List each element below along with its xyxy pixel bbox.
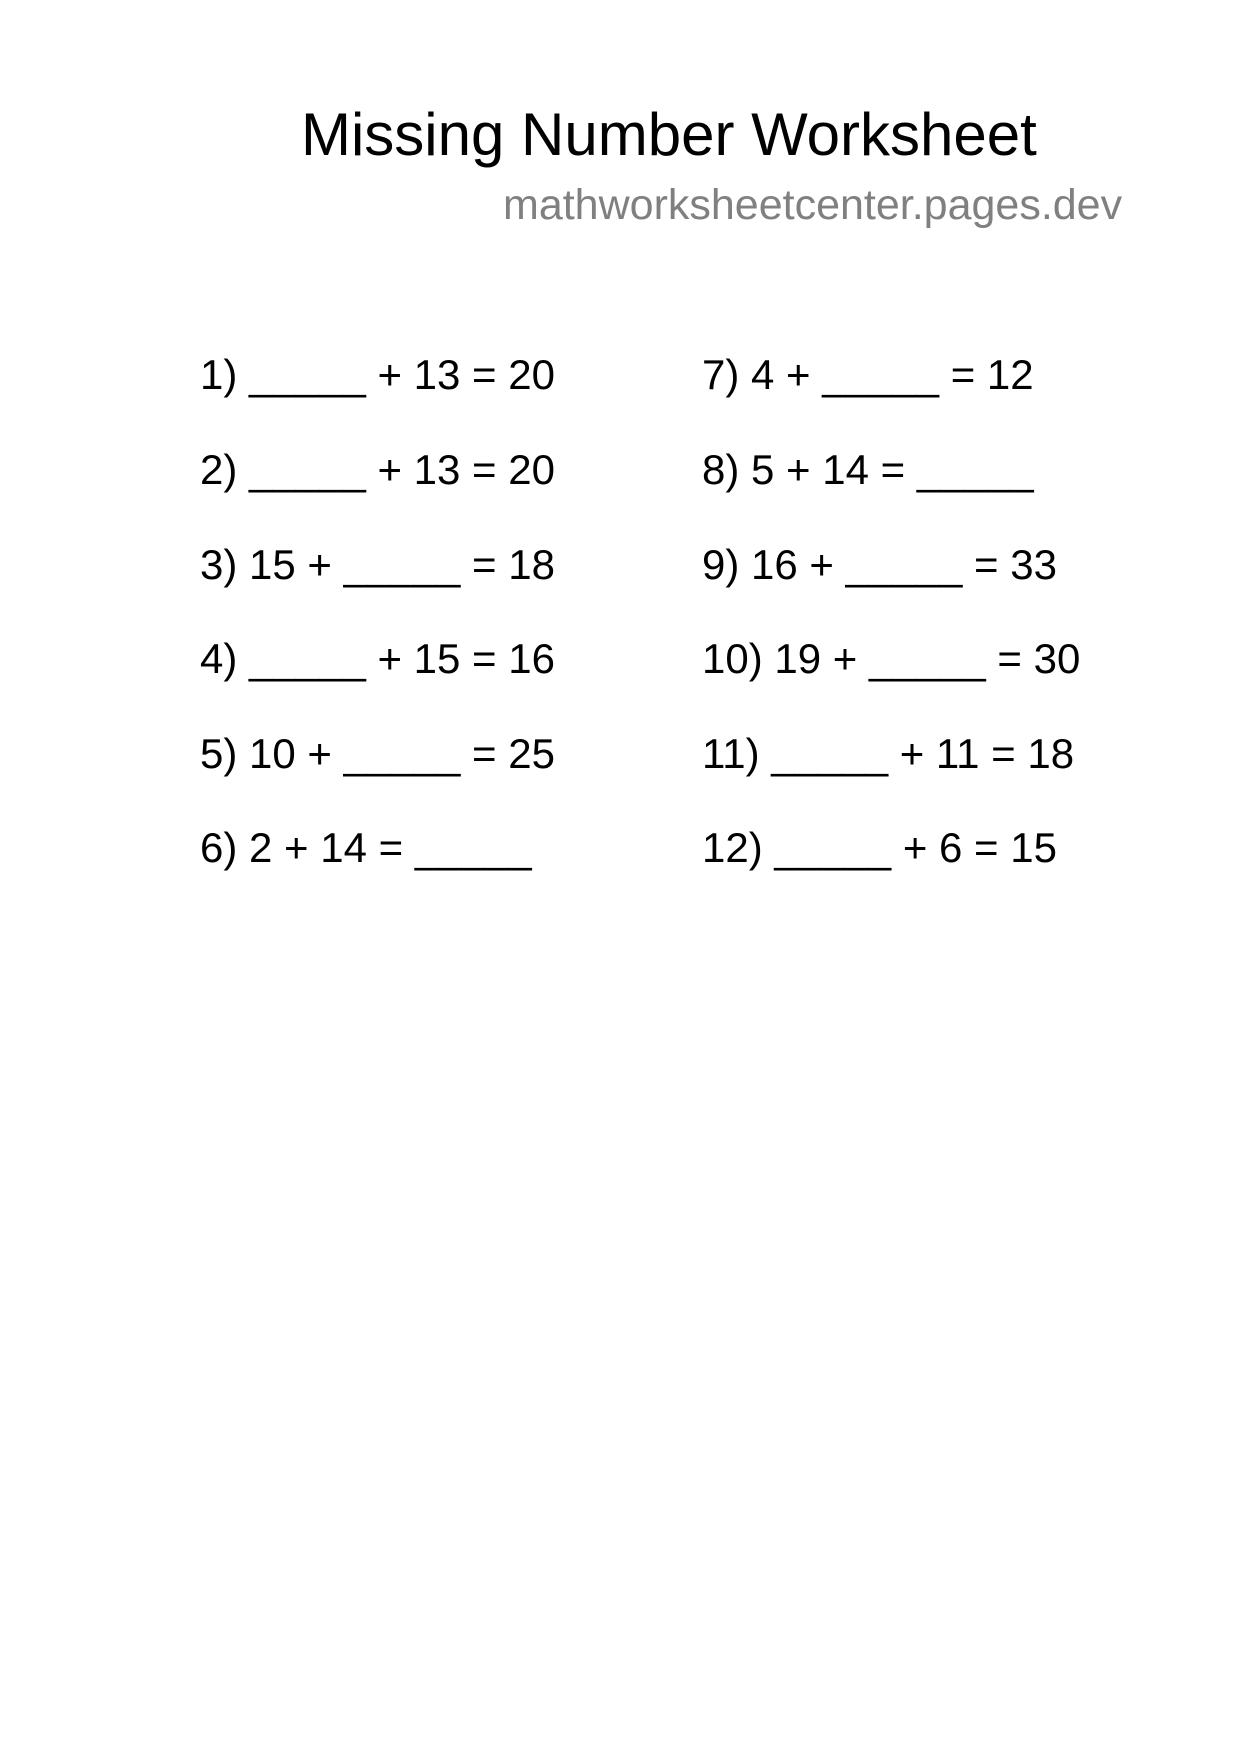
site-url: mathworksheetcenter.pages.dev <box>503 181 1123 229</box>
page-title: Missing Number Worksheet <box>301 101 1037 168</box>
problem-4: 4) _____ + 15 = 16 <box>200 635 555 682</box>
problem-10: 10) 19 + _____ = 30 <box>702 635 1081 682</box>
problem-1: 1) _____ + 13 = 20 <box>200 351 555 398</box>
problem-8: 8) 5 + 14 = _____ <box>702 446 1034 493</box>
problem-9: 9) 16 + _____ = 33 <box>702 541 1057 588</box>
problem-7: 7) 4 + _____ = 12 <box>702 351 1034 398</box>
problem-2: 2) _____ + 13 = 20 <box>200 446 555 493</box>
problem-3: 3) 15 + _____ = 18 <box>200 541 555 588</box>
problem-12: 12) _____ + 6 = 15 <box>702 824 1057 871</box>
problem-11: 11) _____ + 11 = 18 <box>702 730 1075 777</box>
problem-5: 5) 10 + _____ = 25 <box>200 730 555 777</box>
problem-6: 6) 2 + 14 = _____ <box>200 824 532 871</box>
